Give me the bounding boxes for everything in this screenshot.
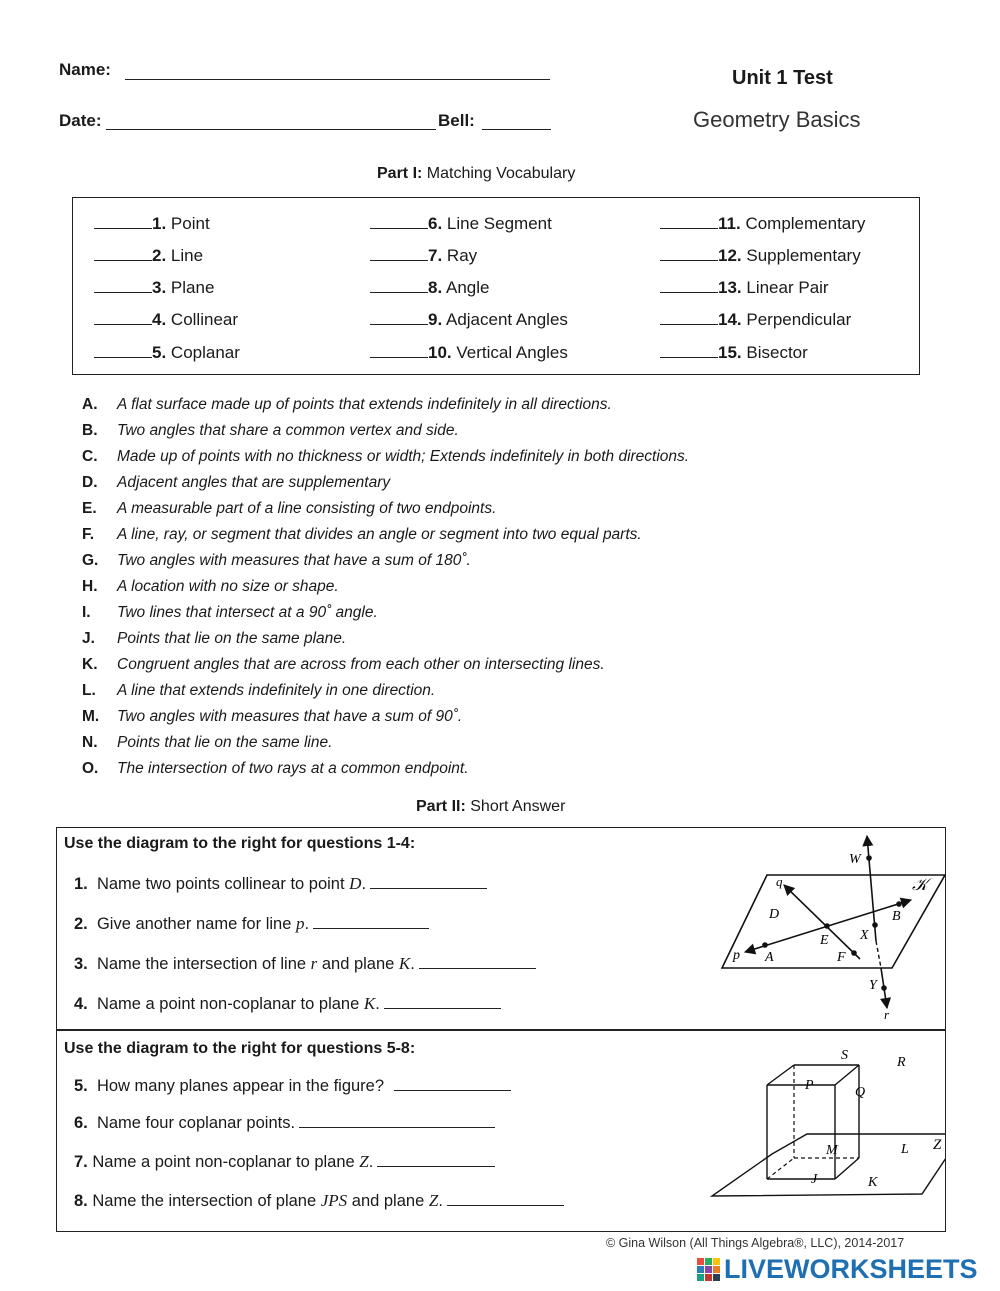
label-w: W [849,852,861,867]
vocab-item: 12. Supplementary [660,246,861,266]
definition-item: F. A line, ray, or segment that divides an angle or segment into two equal parts. [82,526,642,543]
bell-label: Bell: [438,111,475,130]
vocab-item: 1. Point [94,214,210,234]
vocab-item: 7. Ray [370,246,477,266]
line-r-hidden [876,941,881,968]
point-b [896,901,902,907]
vocab-item: 5. Coplanar [94,343,240,363]
label-p: p [733,948,740,963]
vocab-item: 6. Line Segment [370,214,552,234]
vocab-item: 11. Complementary [660,214,865,234]
answer-field-8[interactable] [447,1191,564,1206]
answer-field-3[interactable] [419,954,536,969]
label-q: q [776,874,783,889]
answer-blank[interactable] [94,343,152,358]
definition-item: N. Points that lie on the same line. [82,734,333,751]
definition-item: L. A line that extends indefinitely in one direction. [82,682,436,699]
question-3: 3. Name the intersection of line r and plane K. [74,954,536,974]
vocab-item: 4. Collinear [94,310,238,330]
question-2: 2. Give another name for line p. [74,914,429,934]
label-s: S [841,1048,848,1063]
label-z: Z [933,1137,942,1153]
point-a [762,942,768,948]
answer-field-7[interactable] [377,1152,495,1167]
brand-name: LIVEWORKSHEETS [724,1254,978,1284]
vocab-item: 10. Vertical Angles [370,343,568,363]
logo-icon [696,1257,722,1283]
label-j: J [811,1172,818,1187]
answer-blank[interactable] [94,246,152,261]
label-k: K [868,1175,878,1190]
definition-item: E. A measurable part of a line consisting of two endpoints. [82,500,497,517]
part2-heading: Part II: Short Answer [416,798,566,815]
vocab-item: 2. Line [94,246,203,266]
point-w [866,855,872,861]
prism-diagram [697,1030,945,1229]
answer-blank[interactable] [370,343,428,358]
answer-blank[interactable] [370,246,428,261]
part1-heading: Part I: Matching Vocabulary [377,165,576,182]
copyright-text: © Gina Wilson (All Things Algebra®, LLC), 2014-2017 [606,1236,905,1250]
section-2-heading: Use the diagram to the right for questions 5-8: [64,1040,416,1057]
answer-blank[interactable] [660,246,718,261]
answer-blank[interactable] [370,214,428,229]
section-1-heading: Use the diagram to the right for questions 1-4: [64,835,416,852]
question-6: 6. Name four coplanar points. [74,1113,495,1133]
question-8: 8. Name the intersection of plane JPS and plane Z. [74,1191,564,1211]
answer-blank[interactable] [94,214,152,229]
label-y: Y [869,978,877,993]
label-d: D [769,907,780,922]
subtitle: Geometry Basics [693,107,861,132]
date-label: Date: [59,111,102,130]
definition-item: B. Two angles that share a common vertex and side. [82,422,459,439]
answer-blank[interactable] [370,310,428,325]
answer-blank[interactable] [94,278,152,293]
label-r: R [897,1055,906,1070]
label-x: X [860,928,869,943]
definition-item: O. The intersection of two rays at a common endpoint. [82,760,469,777]
answer-field-1[interactable] [370,874,487,889]
answer-blank[interactable] [370,278,428,293]
label-b: B [892,909,901,924]
definition-item: J. Points that lie on the same plane. [82,630,347,647]
vocab-box [72,197,920,375]
unit-title: Unit 1 Test [732,67,833,89]
definition-item: K. Congruent angles that are across from each other on intersecting lines. [82,656,605,673]
answer-blank[interactable] [660,310,718,325]
vocab-item: 8. Angle [370,278,489,298]
label-p: P [805,1078,814,1093]
point-x [872,922,878,928]
vocab-item: 9. Adjacent Angles [370,310,568,330]
answer-field-5[interactable] [394,1076,511,1091]
definition-item: M. Two angles with measures that have a sum of 90˚. [82,708,463,725]
label-r: r [884,1007,890,1022]
vocab-item: 3. Plane [94,278,214,298]
bell-input[interactable] [482,111,551,130]
label-plane-k: 𝒦 [912,875,928,894]
point-f [851,950,857,956]
definition-item: A. A flat surface made up of points that extends indefinitely in all directions. [82,396,612,413]
label-a: A [765,950,774,965]
vocab-item: 15. Bisector [660,343,808,363]
question-4: 4. Name a point non-coplanar to plane K. [74,994,501,1014]
name-input[interactable] [125,61,550,80]
plane-k-diagram [657,828,945,1030]
definition-item: G. Two angles with measures that have a sum of 180˚. [82,552,471,569]
question-1: 1. Name two points collinear to point D. [74,874,487,894]
label-f: F [837,950,846,965]
label-l: L [901,1142,909,1157]
point-e [824,923,830,929]
answer-blank[interactable] [660,214,718,229]
vocab-item: 14. Perpendicular [660,310,851,330]
label-e: E [820,933,829,948]
short-answer-section-2 [56,1029,946,1232]
answer-blank[interactable] [94,310,152,325]
point-y [881,985,887,991]
definition-item: I. Two lines that intersect at a 90˚ angle. [82,604,378,621]
answer-blank[interactable] [660,343,718,358]
vocab-item: 13. Linear Pair [660,278,829,298]
answer-field-2[interactable] [313,914,429,929]
label-q: Q [855,1085,866,1100]
date-input[interactable] [106,111,436,130]
name-label: Name: [59,60,111,79]
definition-item: C. Made up of points with no thickness or width; Extends indefinitely in both directions. [82,448,690,465]
short-answer-section-1 [56,827,946,1031]
answer-blank[interactable] [660,278,718,293]
definition-item: D. Adjacent angles that are supplementary [82,474,391,491]
answer-field-6[interactable] [299,1113,495,1128]
liveworksheets-logo[interactable] [696,1254,978,1285]
label-m: M [826,1143,838,1158]
question-7: 7. Name a point non-coplanar to plane Z. [74,1152,495,1172]
definition-item: H. A location with no size or shape. [82,578,339,595]
answer-field-4[interactable] [384,994,501,1009]
question-5: 5. How many planes appear in the figure? [74,1076,511,1096]
